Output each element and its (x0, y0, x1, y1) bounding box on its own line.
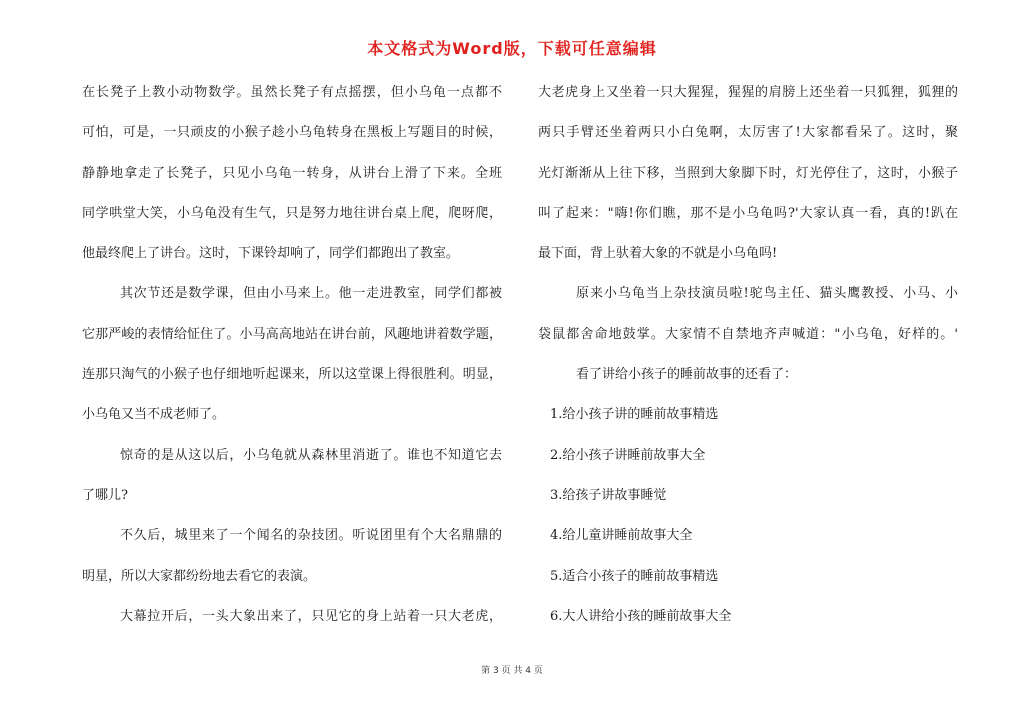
text-line: 叫了起来："嗨!你们瞧，那不是小乌龟吗?'大家认真一看，真的!趴在 (538, 205, 958, 221)
list-item-link[interactable]: 1.给小孩子讲的睡前故事精选 (550, 407, 719, 423)
text-line: 连那只淘气的小猴子也仔细地听起课来，所以这堂课上得很胜利。明显， (82, 367, 502, 383)
text-line: 大幕拉开后，一头大象出来了，只见它的身上站着一只大老虎， (120, 608, 502, 624)
text-line: 大老虎身上又坐着一只大猩猩，猩猩的肩膀上还坐着一只狐狸，狐狸的 (538, 85, 958, 100)
text-line: 它那严峻的表情给怔住了。小马高高地站在讲台前，风趣地讲着数学题， (82, 326, 502, 342)
list-item-link[interactable]: 4.给儿童讲睡前故事大全 (550, 528, 693, 544)
text-line: 光灯渐渐从上往下移，当照到大象脚下时，灯光停住了，这时，小猴子 (538, 165, 958, 181)
list-item-link[interactable]: 6.大人讲给小孩的睡前故事大全 (550, 608, 732, 624)
list-item-link[interactable]: 2.给小孩子讲睡前故事大全 (550, 447, 706, 463)
text-line: 小乌龟又当不成老师了。 (82, 407, 226, 423)
document-banner: 本文格式为Word版，下载可任意编辑 (367, 39, 657, 58)
page-number: 第 3 页 共 4 页 (481, 666, 543, 676)
text-line: 在长凳子上教小动物数学。虽然长凳子有点摇摆，但小乌龟一点都不 (82, 85, 502, 100)
text-line: 原来小乌龟当上杂技演员啦!驼鸟主任、猫头鹰教授、小马、小 (576, 286, 958, 302)
text-line: 其次节还是数学课，但由小马来上。他一走进教室，同学们都被 (120, 286, 502, 302)
text-line: 惊奇的是从这以后，小乌龟就从森林里消逝了。谁也不知道它去 (120, 447, 502, 463)
text-line: 明星，所以大家都纷纷地去看它的表演。 (82, 568, 317, 584)
text-line: 了哪儿? (82, 487, 128, 503)
text-line: 看了讲给小孩子的睡前故事的还看了： (576, 367, 798, 383)
text-line: 同学哄堂大笑，小乌龟没有生气，只是努力地往讲台桌上爬，爬呀爬， (82, 205, 502, 221)
text-line: 可怕，可是，一只顽皮的小猴子趁小乌龟转身在黑板上写题目的时候， (82, 125, 502, 141)
text-line: 两只手臂还坐着两只小白兔啊，太厉害了!大家都看呆了。这时，聚 (538, 125, 958, 141)
text-line: 袋鼠都舍命地鼓掌。大家情不自禁地齐声喊道："小乌龟，好样的。' (538, 326, 958, 342)
text-line: 最下面，背上驮着大象的不就是小乌龟吗! (538, 246, 778, 262)
left-column (82, 80, 502, 644)
list-item-link[interactable]: 3.给孩子讲故事睡觉 (550, 487, 667, 503)
text-line: 静静地拿走了长凳子，只见小乌龟一转身，从讲台上滑了下来。全班 (82, 165, 502, 181)
text-line: 他最终爬上了讲台。这时，下课铃却响了，同学们都跑出了教室。 (82, 246, 460, 262)
text-line: 不久后，城里来了一个闻名的杂技团。听说团里有个大名鼎鼎的 (120, 528, 502, 544)
list-item-link[interactable]: 5.适合小孩子的睡前故事精选 (550, 568, 719, 584)
right-column (538, 80, 958, 644)
